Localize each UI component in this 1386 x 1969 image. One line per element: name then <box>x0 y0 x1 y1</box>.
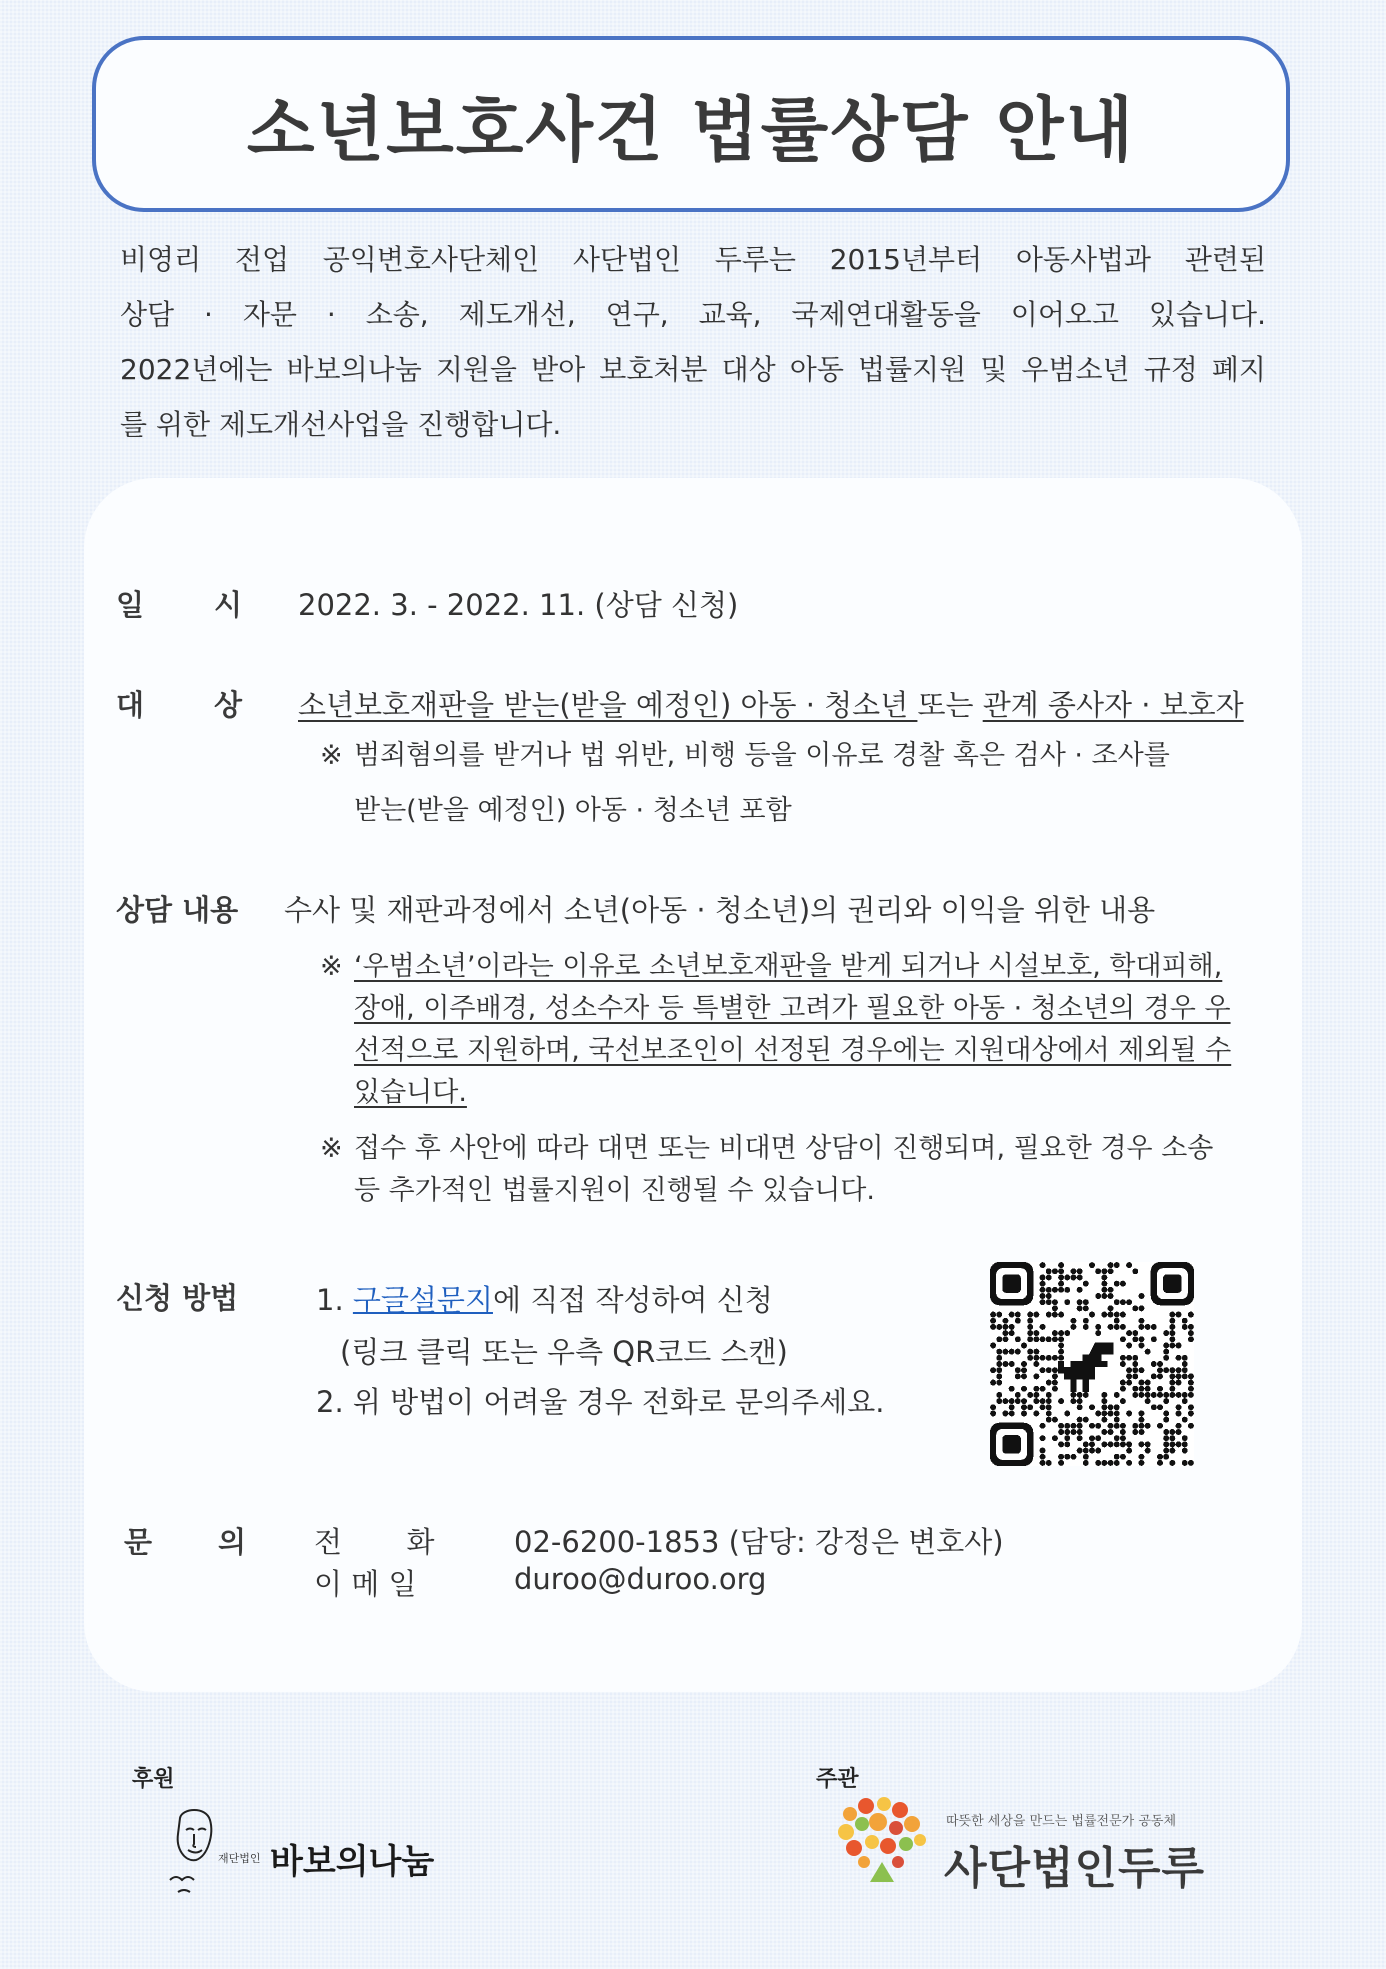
schedule-label: 일 시 <box>116 588 243 622</box>
host-name: 사단법인두루 <box>944 1843 1206 1894</box>
content-note-a: ※ ‘우범소년’이라는 이유로 소년보호재판을 받게 되거나 시설보호, 학대피해, 장애, 이주배경, 성소수자 등 특별한 고려가 필요한 아동 · 청소년의 경우 우 선적으로 지원하며, 국선보조인이 선정된 경우에는 지원대상에서 제외될 수 있습니다. <box>354 946 1314 1114</box>
note-mark: ※ <box>320 951 343 982</box>
content-value: 수사 및 재판과정에서 소년(아동 · 청소년)의 권리와 이익을 위한 내용 <box>284 893 1156 927</box>
target-label: 대 상 <box>116 688 243 722</box>
target-secondary: 관계 종사자 · 보호자 <box>982 688 1244 722</box>
google-form-link[interactable]: 구글설문지 <box>352 1283 493 1317</box>
target-note: ※ 범죄혐의를 받거나 법 위반, 비행 등을 이유로 경찰 혹은 검사 · 조사를 받는(받을 예정인) 아동 · 청소년 포함 <box>354 734 1314 833</box>
dots-tree-icon <box>832 1792 932 1892</box>
apply-step-1-sub: (링크 클릭 또는 우측 QR코드 스캔) <box>340 1335 788 1369</box>
title-banner <box>92 36 1290 212</box>
intro-line: 상담 · 자문 · 소송, 제도개선, 연구, 교육, 국제연대활동을 이어오고 있습니다. <box>120 298 1266 331</box>
target-or: 또는 <box>917 688 983 722</box>
face-sketch-icon <box>164 1804 226 1900</box>
sponsor-logo <box>164 1804 444 1904</box>
sponsor-prefix: 재단법인 <box>218 1852 261 1865</box>
schedule-value: 2022. 3. - 2022. 11. (상담 신청) <box>298 588 739 622</box>
email-label: 이 메 일 <box>314 1567 417 1601</box>
content-label: 상담 내용 <box>116 893 239 927</box>
qr-code[interactable] <box>990 1262 1194 1466</box>
apply-step-1: 1. 구글설문지에 직접 작성하여 신청 <box>316 1283 773 1317</box>
sponsor-name: 바보의나눔 <box>270 1842 435 1882</box>
host-logo <box>832 1792 1232 1892</box>
info-card <box>84 478 1302 1692</box>
intro-line: 2022년에는 바보의나눔 지원을 받아 보호처분 대상 아동 법률지원 및 우범소년 규정 폐지 <box>120 353 1266 386</box>
qr-finder-bottom-left <box>990 1423 1033 1466</box>
host-label: 주관 <box>816 1767 859 1792</box>
dinosaur-icon <box>1058 1336 1120 1392</box>
target-value <box>298 683 1244 724</box>
target-primary: 소년보호재판을 받는(받을 예정인) 아동 · 청소년 <box>298 688 918 722</box>
apply-step-2: 2. 위 방법이 어려울 경우 전화로 문의주세요. <box>316 1385 885 1419</box>
qr-finder-top-left <box>990 1262 1033 1305</box>
intro-line: 비영리 전업 공익변호사단체인 사단법인 두루는 2015년부터 아동사법과 관련된 <box>120 243 1266 276</box>
email-value[interactable]: duroo@duroo.org <box>514 1562 767 1596</box>
qr-finder-top-right <box>1151 1262 1194 1305</box>
contact-label: 문 의 <box>124 1525 247 1559</box>
intro-paragraph <box>120 232 1266 452</box>
host-tagline: 따뜻한 세상을 만드는 법률전문가 공동체 <box>946 1814 1177 1829</box>
phone-label: 전 화 <box>314 1525 435 1559</box>
note-mark: ※ <box>320 740 343 771</box>
intro-line: 를 위한 제도개선사업을 진행합니다. <box>120 408 562 441</box>
page-title: 소년보호사건 법률상담 안내 <box>246 88 1136 171</box>
sponsor-label: 후원 <box>132 1767 175 1792</box>
content-note-b: ※ 접수 후 사안에 따라 대면 또는 비대면 상담이 진행되며, 필요한 경우 소송 등 추가적인 법률지원이 진행될 수 있습니다. <box>354 1128 1314 1212</box>
note-mark: ※ <box>320 1133 343 1164</box>
phone-value: 02-6200-1853 (담당: 강정은 변호사) <box>514 1525 1004 1559</box>
apply-label: 신청 방법 <box>116 1281 239 1315</box>
